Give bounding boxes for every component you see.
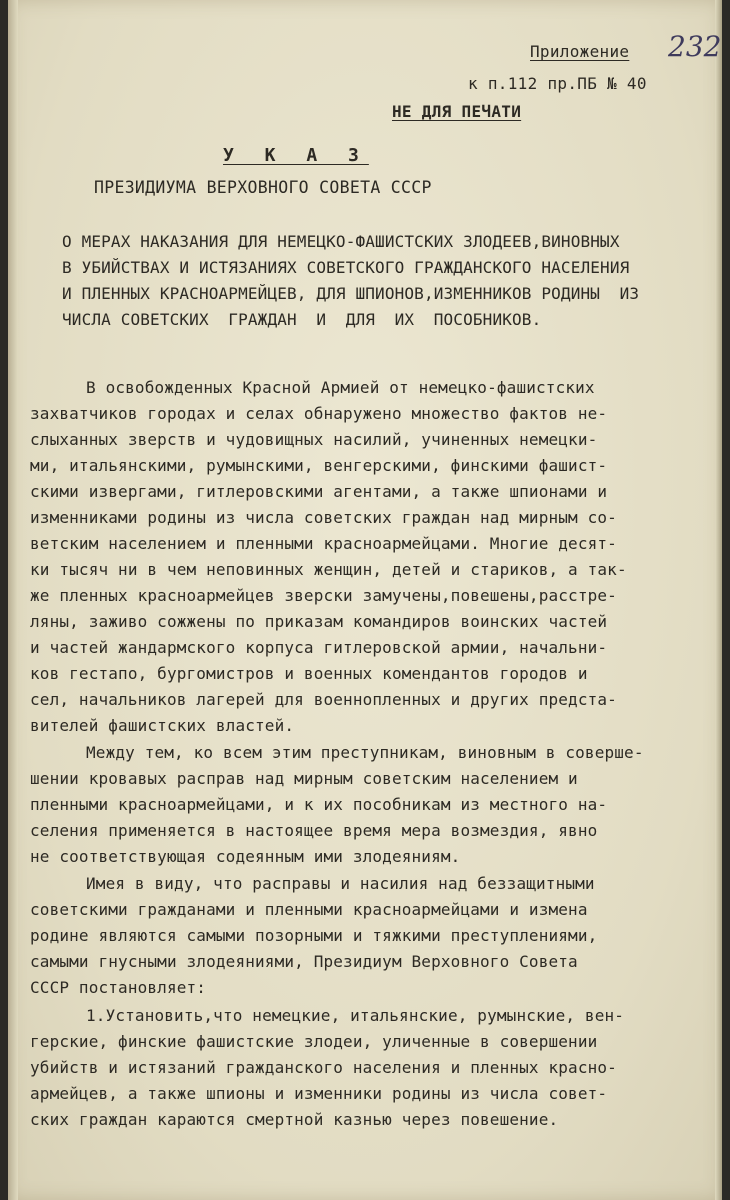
decree-subtitle: ПРЕЗИДИУМА ВЕРХОВНОГО СОВЕТА СССР — [94, 178, 432, 197]
body-line: ми, итальянскими, румынскими, венгерскими, финскими фашист- — [30, 456, 608, 475]
body-line: же пленных красноармейцев зверски замучены,повешены,расстре- — [30, 586, 617, 605]
page-right-edge — [715, 0, 722, 1200]
body-line: сел, начальников лагерей для военнопленных и других предста- — [30, 690, 617, 709]
body-line: селения применяется в настоящее время мера возмездия, явно — [30, 821, 598, 840]
annex-label: Приложение — [530, 42, 630, 61]
not-for-print-stamp: НЕ ДЛЯ ПЕЧАТИ — [392, 102, 522, 121]
body-line: ветским населением и пленными красноармейцами. Многие десят- — [30, 534, 617, 553]
heading-line: О МЕРАХ НАКАЗАНИЯ ДЛЯ НЕМЕЦКО-ФАШИСТСКИХ ЗЛОДЕЕВ,ВИНОВНЫХ — [62, 232, 620, 251]
heading-line: ЧИСЛА СОВЕТСКИХ ГРАЖДАН И ДЛЯ ИХ ПОСОБНИКОВ. — [62, 310, 542, 329]
body-line: родине являются самыми позорными и тяжкими преступлениями, — [30, 926, 598, 945]
body-line: шении кровавых расправ над мирным советским населением и — [30, 769, 578, 788]
annex-reference: к п.112 пр.ПБ № 40 — [468, 74, 647, 93]
body-line: ки тысяч ни в чем неповинных женщин, детей и стариков, а так- — [30, 560, 627, 579]
body-line: ков гестапо, бургомистров и военных комендантов городов и — [30, 664, 588, 683]
body-line: скими извергами, гитлеровскими агентами, а также шпионами и — [30, 482, 608, 501]
heading-line: И ПЛЕННЫХ КРАСНОАРМЕЙЦЕВ, ДЛЯ ШПИОНОВ,ИЗМЕННИКОВ РОДИНЫ ИЗ — [62, 284, 640, 303]
body-line: СССР постановляет: — [30, 978, 207, 997]
body-line: изменниками родины из числа советских граждан над мирным со- — [30, 508, 617, 527]
body-line: герские, финские фашистские злодеи, уличенные в совершении — [30, 1032, 598, 1051]
body-line: и частей жандармского корпуса гитлеровской армии, начальни- — [30, 638, 608, 657]
body-line: В освобожденных Красной Армией от немецко-фашистских — [86, 378, 595, 397]
body-line: Между тем, ко всем этим преступникам, виновным в соверше- — [86, 743, 644, 762]
body-line: Имея в виду, что расправы и насилия над беззащитными — [86, 874, 595, 893]
page-left-edge — [8, 0, 18, 1200]
body-line: убийств и истязаний гражданского населения и пленных красно- — [30, 1058, 617, 1077]
body-line: не соответствующая содеянным ими злодеяниям. — [30, 847, 461, 866]
body-line: самыми гнусными злодеяниями, Президиум Верховного Совета — [30, 952, 578, 971]
body-line: 1.Установить,что немецкие, итальянские, румынские, вен- — [86, 1006, 625, 1025]
body-line: советскими гражданами и пленными красноармейцами и измена — [30, 900, 588, 919]
body-line: пленными красноармейцами, и к их пособникам из местного на- — [30, 795, 608, 814]
heading-line: В УБИЙСТВАХ И ИСТЯЗАНИЯХ СОВЕТСКОГО ГРАЖДАНСКОГО НАСЕЛЕНИЯ — [62, 258, 630, 277]
body-line: слыханных зверств и чудовищных насилий, учиненных немецки- — [30, 430, 598, 449]
document-page — [8, 0, 722, 1200]
body-line: ляны, заживо сожжены по приказам командиров воинских частей — [30, 612, 608, 631]
decree-title: У К А З — [223, 145, 369, 166]
body-line: вителей фашистских властей. — [30, 716, 295, 735]
handwritten-page-number: 232 — [668, 30, 722, 63]
body-line: захватчиков городах и селах обнаружено множество фактов не- — [30, 404, 608, 423]
body-line: ских граждан караются смертной казнью через повешение. — [30, 1110, 559, 1129]
body-line: армейцев, а также шпионы и изменники родины из числа совет- — [30, 1084, 608, 1103]
